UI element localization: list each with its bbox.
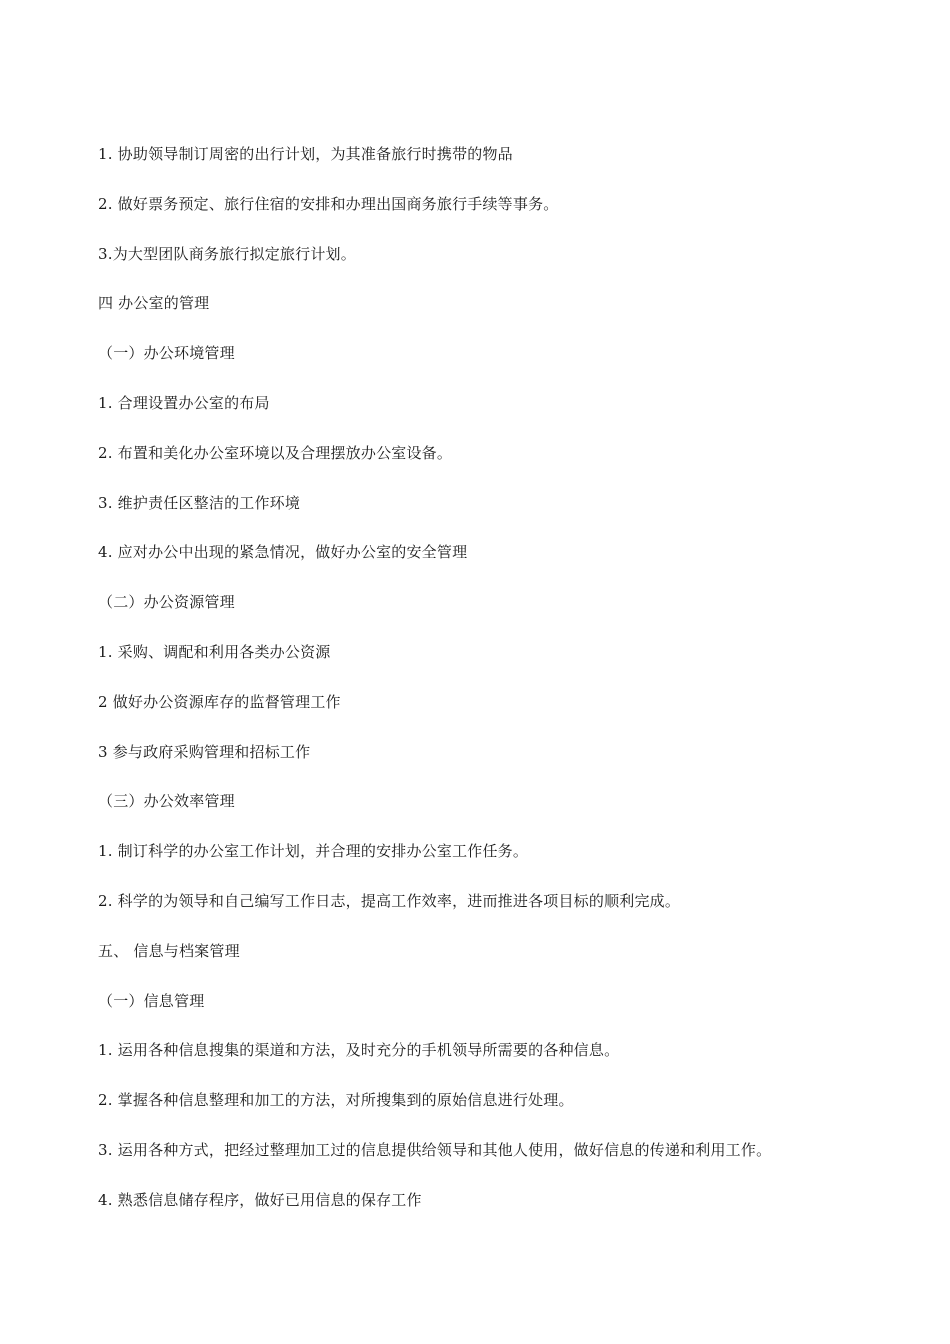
text-line: 1. 协助领导制订周密的出行计划，为其准备旅行时携带的物品 xyxy=(98,145,513,163)
text-line: 1. 采购、调配和利用各类办公资源 xyxy=(98,642,331,661)
text-line: 1. 合理设置办公室的布局 xyxy=(98,393,270,412)
section-heading: 四 办公室的管理 xyxy=(98,294,210,313)
text-line: 2 做好办公资源库存的监督管理工作 xyxy=(98,692,341,711)
text-line: 3.为大型团队商务旅行拟定旅行计划。 xyxy=(98,244,356,263)
text-line: 1. 运用各种信息搜集的渠道和方法，及时充分的手机领导所需要的各种信息。 xyxy=(98,1041,620,1060)
text-line: 2. 布置和美化办公室环境以及合理摆放办公室设备。 xyxy=(98,443,453,462)
text-line: 4. 应对办公中出现的紧急情况，做好办公室的安全管理 xyxy=(98,543,468,562)
text-line: 3. 维护责任区整洁的工作环境 xyxy=(98,493,301,512)
text-line: 4. 熟悉信息储存程序，做好已用信息的保存工作 xyxy=(98,1190,422,1209)
text-line: 1. 制订科学的办公室工作计划，并合理的安排办公室工作任务。 xyxy=(98,842,529,861)
text-line: 2. 掌握各种信息整理和加工的方法，对所搜集到的原始信息进行处理。 xyxy=(98,1091,574,1110)
subsection-heading: （二）办公资源管理 xyxy=(98,593,235,612)
text-line: 3 参与政府采购管理和招标工作 xyxy=(98,742,311,761)
section-heading: 五、 信息与档案管理 xyxy=(98,941,240,960)
text-line: 2. 做好票务预定、旅行住宿的安排和办理出国商务旅行手续等事务。 xyxy=(98,194,559,213)
text-line: 2. 科学的为领导和自己编写工作日志，提高工作效率，进而推进各项目标的顺利完成。 xyxy=(98,891,681,910)
subsection-heading: （一）办公环境管理 xyxy=(98,344,235,363)
subsection-heading: （三）办公效率管理 xyxy=(98,792,235,811)
document-body xyxy=(98,141,898,1237)
subsection-heading: （一）信息管理 xyxy=(98,991,205,1010)
text-line: 3. 运用各种方式，把经过整理加工过的信息提供给领导和其他人使用，做好信息的传递和利用工作。 xyxy=(98,1140,772,1159)
